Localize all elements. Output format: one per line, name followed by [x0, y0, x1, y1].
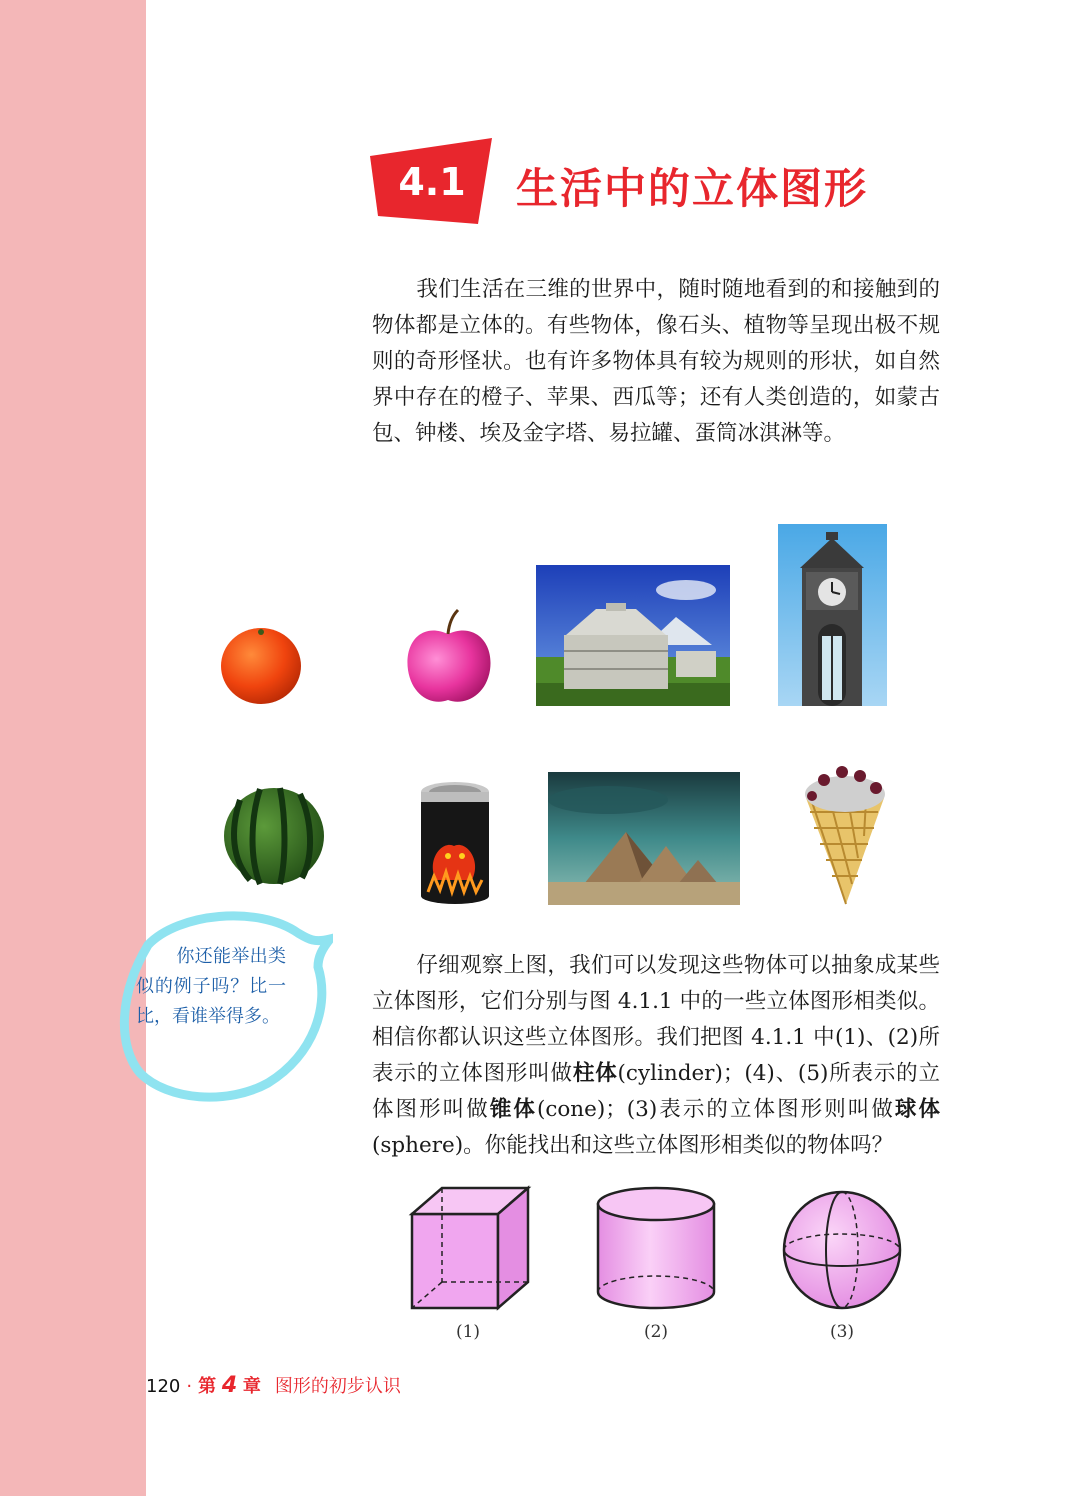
can-photo [416, 780, 494, 904]
section-number: 4.1 [398, 160, 466, 204]
orange-photo [218, 620, 304, 706]
intro-paragraph [372, 272, 940, 452]
left-margin-strip [0, 0, 146, 1496]
ice-cream-cone-photo [800, 762, 890, 906]
figure-label-2: (2) [643, 1322, 669, 1342]
term-cylinder: 柱体 [572, 1061, 618, 1086]
explanation-paragraph [372, 948, 940, 1164]
page-footer [146, 1372, 401, 1398]
section-number-badge [370, 138, 492, 224]
watermelon-photo [220, 780, 328, 888]
sidebar-note [136, 942, 286, 1032]
section-title: 生活中的立体图形 [516, 164, 869, 213]
cylinder-figure [594, 1184, 718, 1314]
cube-figure [408, 1184, 532, 1312]
figure-label-3: (3) [829, 1322, 855, 1342]
page-number: 120 [146, 1376, 181, 1397]
yurt-photo [536, 565, 730, 706]
explanation-text-4: (sphere)。你能找出和这些立体图形相类似的物体吗？ [372, 1133, 894, 1158]
figure-label-1: (1) [455, 1322, 481, 1342]
chapter-suffix: 章 [242, 1376, 261, 1397]
chapter-title: 图形的初步认识 [274, 1376, 401, 1397]
explanation-text-1: 仔细观察上图，我们可以发现这些物体可以抽象成某些立体图形，它们分别与图 4.1.1 中的一些立体图形相类似。相信你都认识这些立体图形。我们把图 4.1.1 中(1)、(2)所表示的立体图形叫做 [372, 953, 940, 1086]
footer-separator: · [186, 1376, 193, 1397]
term-sphere: 球体 [894, 1097, 940, 1122]
apple-photo [402, 608, 494, 708]
term-cone: 锥体 [489, 1097, 537, 1122]
chapter-number: 4 [221, 1373, 238, 1398]
pyramids-photo [548, 772, 740, 905]
clock-tower-photo [778, 524, 887, 706]
explanation-text-2: (cylinder)；(4)、(5)所表示的立体图形叫做 [372, 1061, 940, 1122]
sidebar-note-text: 你还能举出类似的例子吗？比一比，看谁举得多。 [136, 946, 286, 1027]
chapter-prefix: 第 [198, 1376, 217, 1397]
explanation-text-3: (cone)；(3)表示的立体图形则叫做 [536, 1097, 895, 1122]
sphere-figure [780, 1188, 904, 1312]
intro-text: 我们生活在三维的世界中，随时随地看到的和接触到的物体都是立体的。有些物体，像石头、植物等呈现出极不规则的奇形怪状。也有许多物体具有较为规则的形状，如自然界中存在的橙子、苹果、西瓜等；还有人类创造的，如蒙古包、钟楼、埃及金字塔、易拉罐、蛋筒冰淇淋等。 [372, 277, 940, 446]
